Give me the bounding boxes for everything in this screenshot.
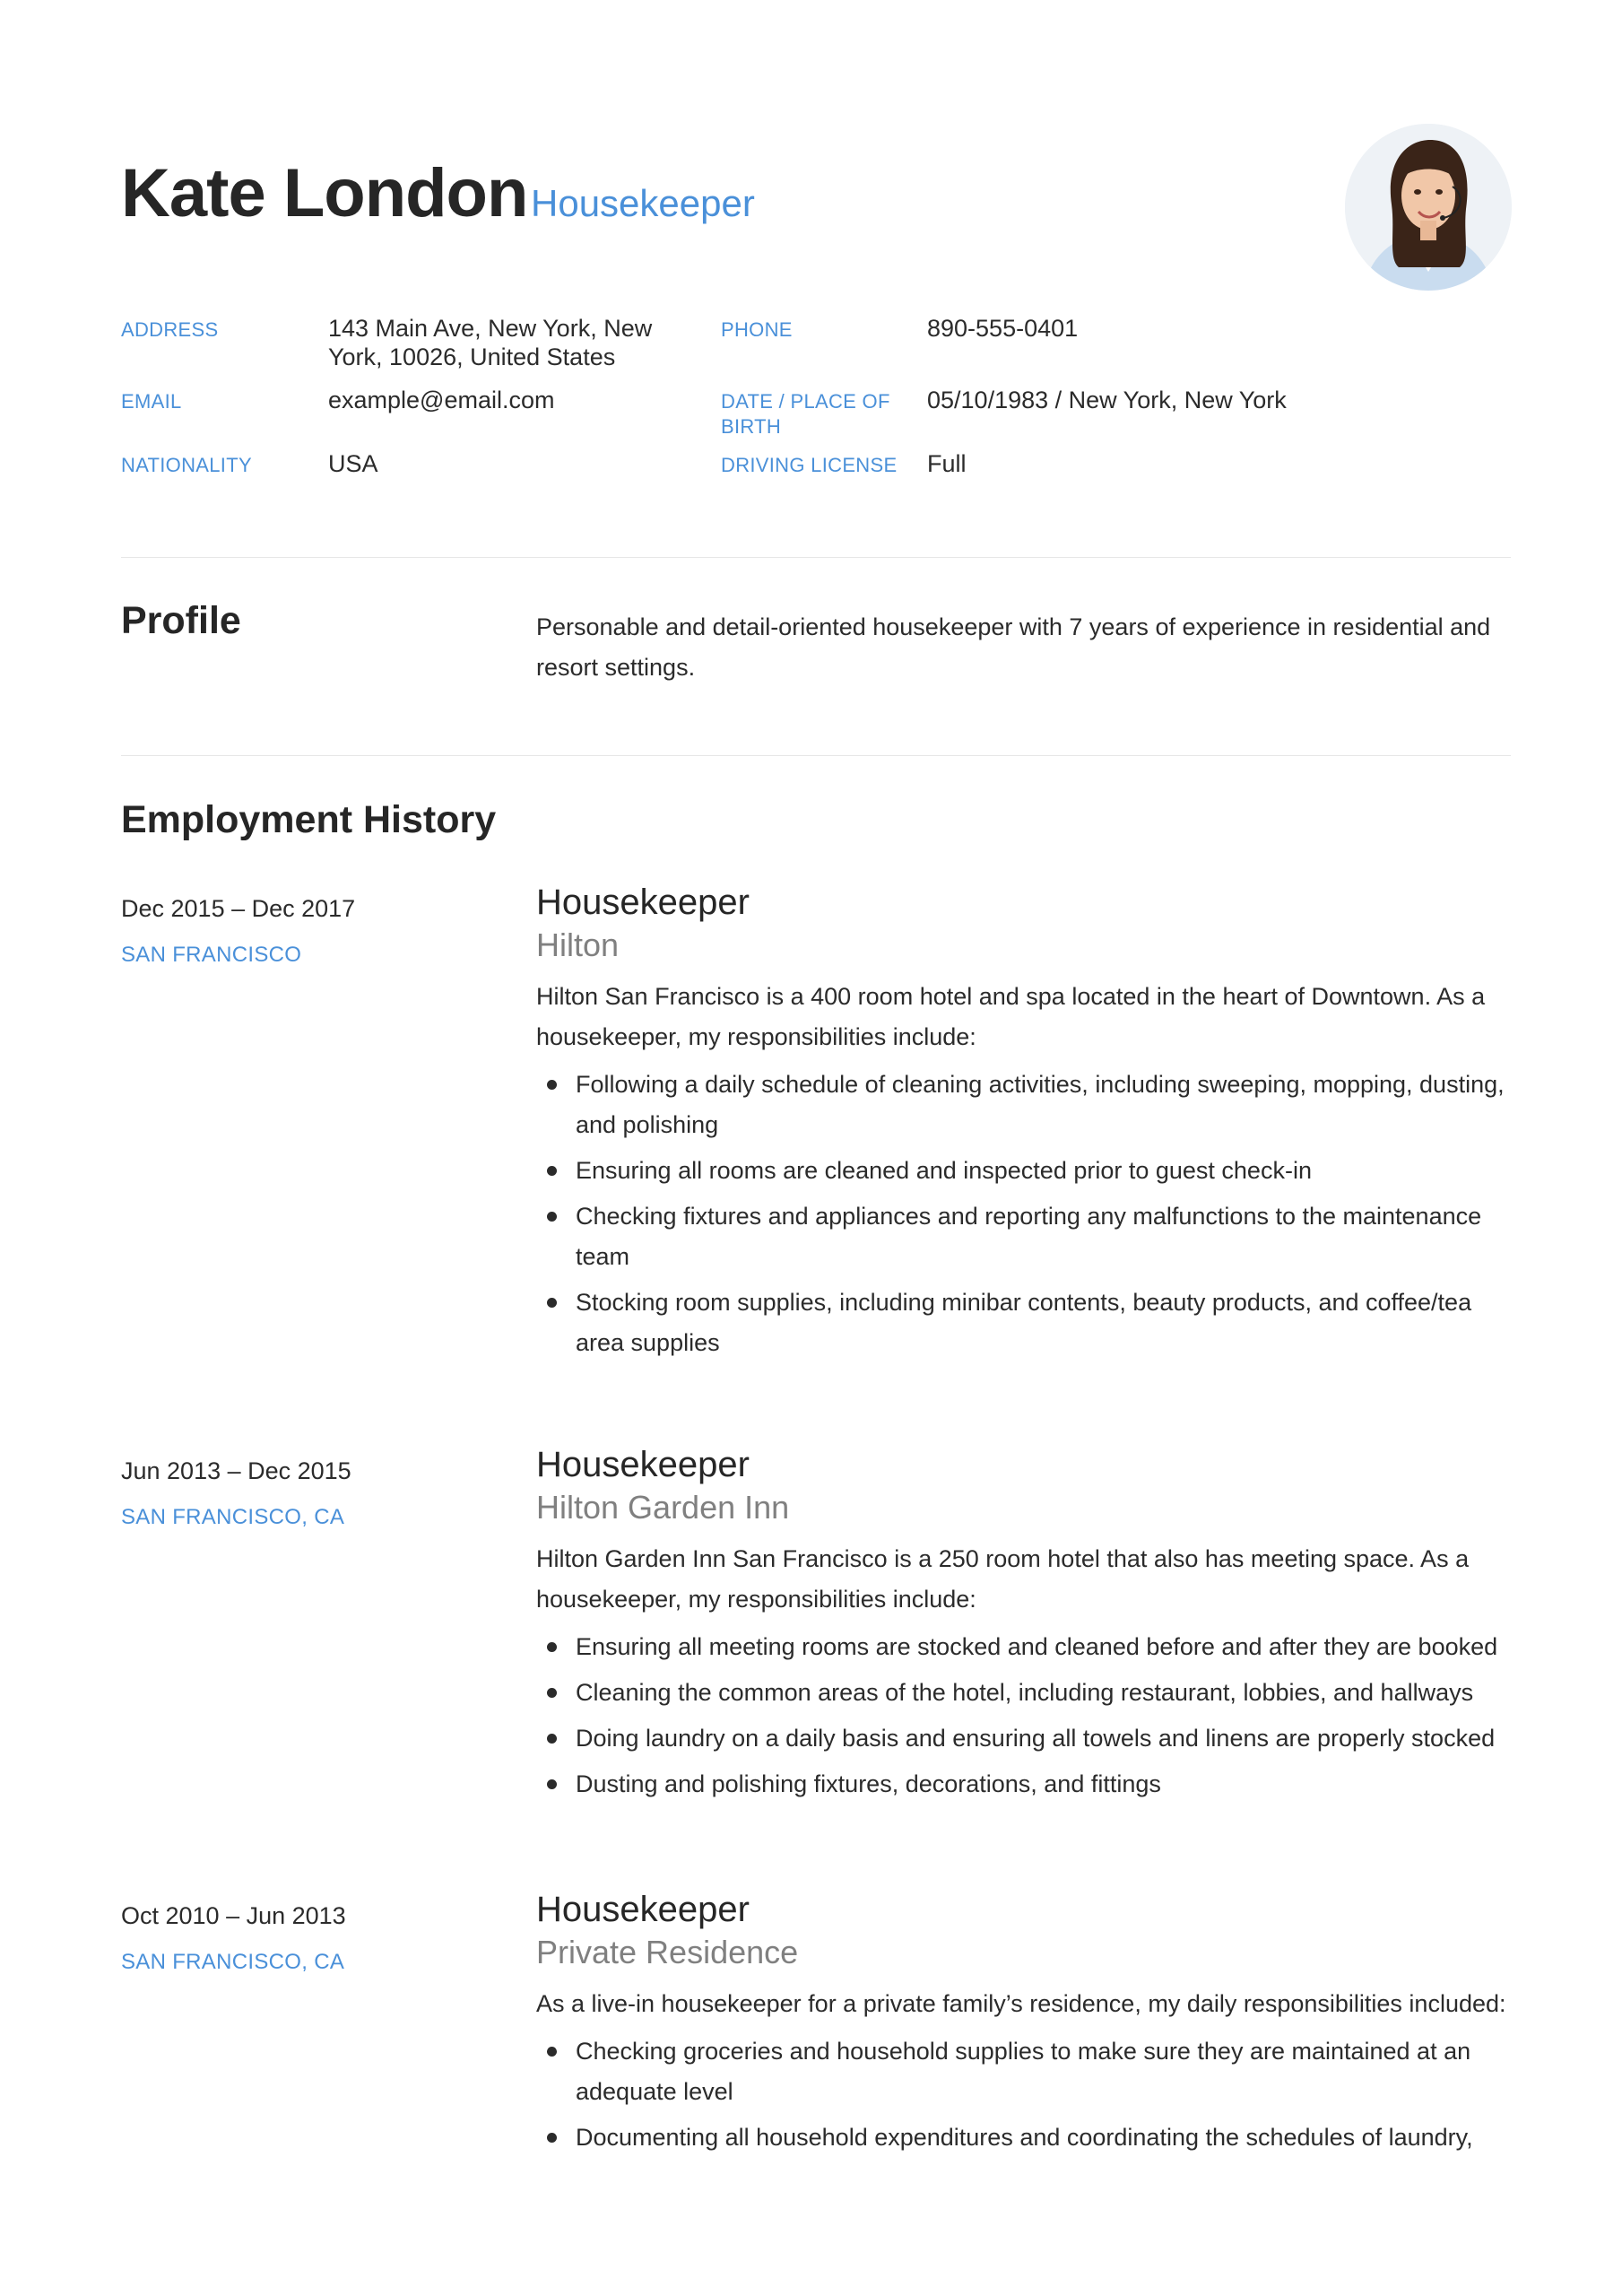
bullet-icon [547, 1298, 557, 1308]
phone-label: PHONE [721, 318, 793, 341]
list-item: Documenting all household expenditures and coordinating the schedules of laundry, [536, 2118, 1514, 2158]
divider [121, 557, 1511, 558]
nationality-value: USA [328, 450, 378, 477]
list-item: Checking groceries and household supplies to make sure they are maintained at an adequate level [536, 2031, 1514, 2112]
bullet-icon [547, 1779, 557, 1789]
job-description: Hilton San Francisco is a 400 room hotel and spa located in the heart of Downtown. As a housekeeper, my responsibilities include: [536, 983, 1486, 1050]
bullet-icon [547, 1734, 557, 1744]
dob-value: 05/10/1983 / New York, New York [927, 387, 1287, 413]
job-entry [536, 1445, 1514, 1810]
profile-heading: Profile [121, 599, 241, 642]
list-item: Cleaning the common areas of the hotel, including restaurant, lobbies, and hallways [536, 1673, 1514, 1713]
bullet-icon [547, 1212, 557, 1222]
email-value: example@email.com [328, 387, 555, 413]
list-item: Stocking room supplies, including minibar contents, beauty products, and coffee/tea area supplies [536, 1283, 1514, 1363]
job-description: Hilton Garden Inn San Francisco is a 250 room hotel that also has meeting space. As a housekeeper, my responsibilities include: [536, 1545, 1470, 1613]
address-line-1: 143 Main Ave, New York, New [328, 315, 653, 342]
job-location: SAN FRANCISCO, CA [121, 1505, 345, 1529]
license-label: DRIVING LICENSE [721, 454, 898, 476]
job-entry [536, 1890, 1514, 2163]
job-dates: Dec 2015 – Dec 2017 [121, 895, 356, 922]
job-title: Housekeeper [536, 883, 750, 922]
job-employer: Hilton [536, 926, 620, 963]
dob-label-line-2: BIRTH [721, 415, 782, 438]
address-label: ADDRESS [121, 318, 219, 341]
email-label: EMAIL [121, 390, 182, 413]
job-location: SAN FRANCISCO [121, 943, 302, 967]
candidate-name: Kate London [121, 155, 528, 231]
list-item: Ensuring all meeting rooms are stocked and cleaned before and after they are booked [536, 1627, 1514, 1667]
divider [121, 755, 1511, 756]
dob-label-line-1: DATE / PLACE OF [721, 390, 890, 413]
address-value [328, 313, 669, 372]
job-employer: Hilton Garden Inn [536, 1489, 790, 1526]
list-item: Dusting and polishing fixtures, decorations, and fittings [536, 1764, 1514, 1805]
license-value: Full [927, 450, 967, 477]
bullet-icon [547, 1166, 557, 1176]
job-bullets [536, 1627, 1514, 1805]
job-bullets [536, 1065, 1514, 1363]
phone-value: 890-555-0401 [927, 315, 1079, 342]
dob-label [721, 389, 890, 439]
profile-text: Personable and detail-oriented housekeeper with 7 years of experience in residential and resort settings. [536, 613, 1491, 681]
bullet-icon [547, 1642, 557, 1652]
bullet-icon [547, 1688, 557, 1698]
bullet-icon [547, 2133, 557, 2143]
job-title: Housekeeper [536, 1445, 750, 1484]
avatar-photo-icon [1345, 124, 1512, 291]
job-dates: Jun 2013 – Dec 2015 [121, 1457, 351, 1484]
nationality-label: NATIONALITY [121, 454, 252, 476]
bullet-icon [547, 1080, 557, 1090]
list-item: Checking fixtures and appliances and reporting any malfunctions to the maintenance team [536, 1196, 1514, 1277]
avatar [1345, 124, 1512, 291]
job-location: SAN FRANCISCO, CA [121, 1950, 345, 1974]
candidate-title: Housekeeper [531, 182, 755, 224]
list-item: Ensuring all rooms are cleaned and inspected prior to guest check-in [536, 1151, 1514, 1191]
bullet-icon [547, 2047, 557, 2057]
list-item: Following a daily schedule of cleaning activities, including sweeping, mopping, dusting, and polishing [536, 1065, 1514, 1145]
list-item: Doing laundry on a daily basis and ensuring all towels and linens are properly stocked [536, 1718, 1514, 1759]
job-entry [536, 883, 1514, 1369]
job-description: As a live-in housekeeper for a private family’s residence, my daily responsibilities included: [536, 1990, 1506, 2017]
job-bullets [536, 2031, 1514, 2158]
address-line-2: York, 10026, United States [328, 344, 616, 370]
employment-heading: Employment History [121, 798, 497, 841]
job-employer: Private Residence [536, 1934, 799, 1970]
job-dates: Oct 2010 – Jun 2013 [121, 1902, 346, 1929]
job-title: Housekeeper [536, 1890, 750, 1929]
